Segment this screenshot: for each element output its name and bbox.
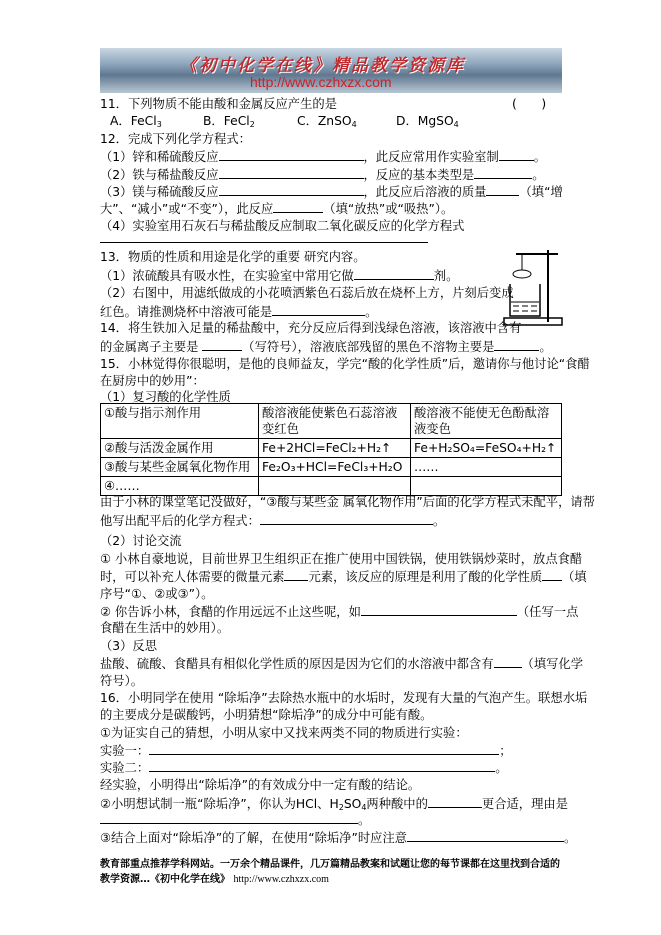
answer-blank[interactable] bbox=[219, 148, 364, 161]
answer-blank[interactable] bbox=[284, 568, 308, 581]
site-banner bbox=[100, 48, 562, 93]
q12-part1: （1）锌和稀硫酸反应 ，此反应常用作实验室制 。 bbox=[100, 150, 547, 164]
q15-note-cont: 他写出配平后的化学方程式： 。 bbox=[100, 514, 446, 528]
answer-blank[interactable] bbox=[361, 603, 517, 616]
table-cell: …… bbox=[411, 458, 562, 477]
acid-properties-table bbox=[100, 403, 562, 496]
q15-discuss1-cont: 时，可以补充人体需要的微量元素 元素，该反应的原理是利用了酸的化学性质 （填 bbox=[100, 570, 587, 584]
q15-discuss2-cont: 食醋在生活中的妙用）。 bbox=[100, 621, 230, 635]
answer-blank[interactable] bbox=[219, 183, 364, 196]
table-cell: ①酸与指示剂作用 bbox=[101, 404, 259, 439]
q16-part1: ①为证实自己的猜想，小明从家中又找来两类不同的物质进行实验： bbox=[100, 726, 468, 740]
table-cell: ②酸与活泼金属作用 bbox=[101, 439, 259, 458]
answer-blank[interactable] bbox=[273, 200, 323, 213]
q13-part2: （2）右图中，用滤纸做成的小花喷洒紫色石蕊后放在烧杯上方，片刻后变成 bbox=[100, 286, 514, 300]
q12-part2: （2）铁与稀盐酸反应 ，反应的基本类型是 。 bbox=[100, 168, 545, 182]
table-cell: 酸溶液不能使无色酚酞溶液变色 bbox=[411, 404, 562, 439]
q11-text: 11．下列物质不能由酸和金属反应产生的是 bbox=[100, 97, 337, 111]
answer-blank[interactable] bbox=[499, 148, 534, 161]
answer-blank[interactable] bbox=[354, 267, 434, 280]
table-cell: ④…… bbox=[101, 477, 259, 496]
answer-blank[interactable] bbox=[272, 303, 365, 316]
banner-url[interactable]: http://www.czhxzx.com bbox=[250, 74, 392, 90]
q16-conclusion: 经实验，小明得出“除垢净”的有效成分中一定有酸的结论。 bbox=[100, 778, 421, 792]
q14-line1: 14．将生铁加入足量的稀盐酸中，充分反应后得到浅绿色溶液，该溶液中含有 bbox=[100, 321, 522, 335]
q13-part1: （1）浓硫酸具有吸水性，在实验室中常用它做 剂。 bbox=[100, 269, 459, 283]
q15-section2: （2）讨论交流 bbox=[100, 534, 182, 548]
q16-exp2: 实验二： 。 bbox=[100, 761, 508, 775]
q16-exp1: 实验一： ； bbox=[100, 744, 512, 758]
q15-stem: 15．小林觉得你很聪明，是他的良师益友，学完“酸的化学性质”后，邀请你与他讨论“食醋 bbox=[100, 357, 590, 371]
footer-line2: 教学资源…《初中化学在线》 http://www.czhxzx.com bbox=[100, 874, 329, 885]
q12-stem: 12．完成下列化学方程式： bbox=[100, 132, 251, 146]
answer-blank[interactable] bbox=[494, 338, 539, 351]
table-cell: Fe₂O₃+HCl=FeCl₃+H₂O bbox=[259, 458, 411, 477]
q15-discuss1-end: 序号“①、②或③”）。 bbox=[100, 587, 214, 601]
table-cell: ③酸与某些金属氧化物作用 bbox=[101, 458, 259, 477]
q16-part3: ③结合上面对“除垢净”的了解，在使用“除垢净”时应注意 。 bbox=[100, 831, 577, 845]
q11-stem bbox=[100, 96, 562, 112]
q12-part4: （4）实验室用石灰石与稀盐酸反应制取二氧化碳反应的化学方程式 bbox=[100, 219, 465, 233]
q13-stem: 13．物质的性质和用途是化学的重要 研究内容。 bbox=[100, 250, 366, 264]
table-cell: Fe+2HCl=FeCl₂+H₂↑ bbox=[259, 439, 411, 458]
q15-discuss1: ① 小林自豪地说，目前世界卫生组织正在推广使用中国铁锅，使用铁锅炒菜时，放点食醋 bbox=[100, 552, 583, 566]
footer-url[interactable]: http://www.czhxzx.com bbox=[233, 874, 329, 885]
q15-reflect-cont: 符号）。 bbox=[100, 674, 144, 688]
table-cell[interactable] bbox=[259, 477, 411, 496]
q15-stem-cont: 在厨房中的妙用”： bbox=[100, 374, 205, 388]
table-cell: 酸溶液能使紫色石蕊溶液变红色 bbox=[259, 404, 411, 439]
table-row bbox=[101, 439, 562, 458]
q16-part2: ②小明想试制一瓶“除垢净”，你认为HCl、$H_2SO_4$两种酸中的 更合适，理由是 bbox=[100, 797, 568, 812]
answer-blank[interactable] bbox=[149, 742, 499, 755]
answer-line[interactable] bbox=[100, 228, 428, 243]
table-row bbox=[101, 458, 562, 477]
q16-part2-reason: 。 bbox=[100, 811, 370, 828]
table-row bbox=[101, 477, 562, 496]
q15-discuss2: ② 你告诉小林，食醋的作用远远不止这些呢，如 （任写一点 bbox=[100, 605, 579, 619]
q14-line2: 的金属离子主要是 （写符号），溶液底部残留的黑色不溶物主要是 。 bbox=[100, 340, 552, 354]
answer-blank[interactable] bbox=[474, 166, 532, 179]
beaker-stand-figure bbox=[502, 248, 564, 328]
q15-section1: （1）复习酸的化学性质 bbox=[100, 390, 231, 404]
answer-blank[interactable] bbox=[219, 166, 364, 179]
answer-blank[interactable] bbox=[428, 795, 482, 808]
answer-blank[interactable] bbox=[486, 183, 519, 196]
table-cell[interactable] bbox=[411, 477, 562, 496]
option-b: B．FeCl$_2$ bbox=[203, 114, 255, 129]
answer-blank[interactable] bbox=[260, 512, 433, 525]
banner-title: 《初中化学在线》精品教学资源库 bbox=[180, 56, 465, 76]
answer-blank[interactable] bbox=[407, 829, 564, 842]
q12-part3-cont: 大”、“减小”或“不变”），此反应 （填“放热”或“吸热”）。 bbox=[100, 202, 454, 216]
answer-blank[interactable] bbox=[100, 811, 358, 824]
answer-paren: ( ) bbox=[512, 97, 547, 111]
q13-part2-cont: 红色。请推测烧杯中溶液可能是 。 bbox=[100, 305, 378, 319]
table-cell: Fe+H₂SO₄=FeSO₄+H₂↑ bbox=[411, 439, 562, 458]
q16-stem-cont: 的主要成分是碳酸钙，小明猜想“除垢净”的成分中可能有酸。 bbox=[100, 708, 433, 722]
option-d: D．MgSO$_4$ bbox=[396, 114, 459, 129]
q15-reflect: 盐酸、硫酸、食醋具有相似化学性质的原因是因为它们的水溶液中都含有 （填写化学 bbox=[100, 657, 584, 671]
q15-note: 由于小林的课堂笔记没做好，“③酸与某些金 属氧化物作用”后面的化学方程式未配平，请帮 bbox=[100, 495, 595, 509]
q15-section3: （3）反思 bbox=[100, 639, 158, 653]
footer-line1: 教育部重点推荐学科网站。一万余个精品课件，几万篇精品教案和试题让您的每节课都在这里找到合适的 bbox=[100, 859, 560, 870]
answer-blank[interactable] bbox=[202, 338, 242, 351]
table-row bbox=[101, 404, 562, 439]
answer-blank[interactable] bbox=[149, 759, 495, 772]
option-c: C．ZnSO$_4$ bbox=[297, 114, 357, 129]
q16-stem: 16．小明同学在使用 “除垢净”去除热水瓶中的水垢时，发现有大量的气泡产生。联想水垢 bbox=[100, 691, 588, 705]
answer-blank[interactable] bbox=[542, 568, 562, 581]
option-a: A．FeCl$_3$ bbox=[110, 114, 162, 129]
q12-part3: （3）镁与稀硫酸反应 ，此反应后溶液的质量 （填“增 bbox=[100, 185, 563, 199]
answer-blank[interactable] bbox=[494, 655, 522, 668]
